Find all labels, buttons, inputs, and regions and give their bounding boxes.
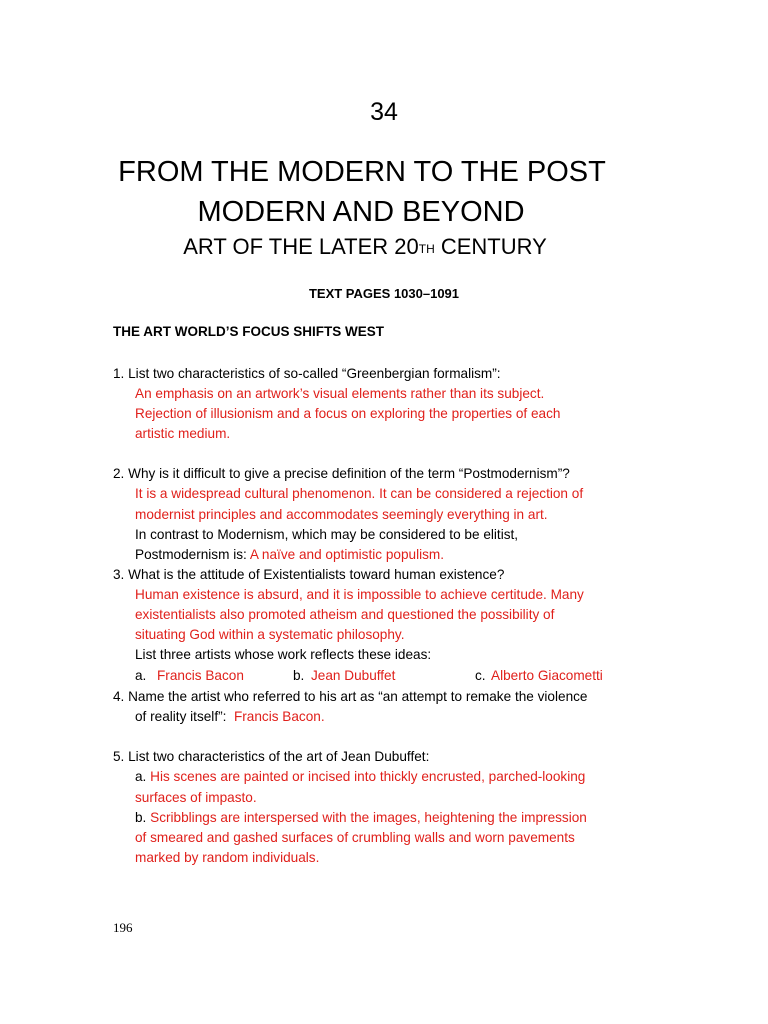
answer-1-line-1: An emphasis on an artwork’s visual elements rather than its subject. bbox=[135, 386, 545, 401]
artist-b-answer: Jean Dubuffet bbox=[311, 668, 396, 683]
question-5: 5. List two characteristics of the art of Jean Dubuffet: bbox=[113, 749, 430, 764]
question-1: 1. List two characteristics of so-called “Greenbergian formalism”: bbox=[113, 366, 501, 381]
subtitle-superscript: TH bbox=[418, 242, 435, 256]
answer-3-line-2: existentialists also promoted atheism and questioned the possibility of bbox=[135, 607, 555, 622]
answer-3-line-3: situating God within a systematic philosophy. bbox=[135, 627, 405, 642]
artist-a-answer: Francis Bacon bbox=[157, 668, 244, 683]
chapter-subtitle bbox=[0, 232, 749, 262]
page-number: 196 bbox=[113, 920, 133, 935]
artist-a-label: a. bbox=[135, 668, 147, 683]
answer-3-line-1: Human existence is absurd, and it is impossible to achieve certitude. Many bbox=[135, 587, 584, 602]
answer-5b-text: Scribblings are interspersed with the images, heightening the impression bbox=[150, 810, 587, 825]
answer-5a-label: a. bbox=[135, 769, 147, 784]
answer-1-line-3: artistic medium. bbox=[135, 426, 231, 441]
answer-1-line-2: Rejection of illusionism and a focus on exploring the properties of each bbox=[135, 406, 561, 421]
answer-5b-line-2: of smeared and gashed surfaces of crumbling walls and worn pavements bbox=[135, 830, 575, 845]
answer-5a-text: His scenes are painted or incised into thickly encrusted, parched-looking bbox=[150, 769, 586, 784]
answer-5a-line-2: surfaces of impasto. bbox=[135, 790, 257, 805]
question-2: 2. Why is it difficult to give a precise definition of the term “Postmodernism”? bbox=[113, 466, 570, 481]
question-4-continuation: of reality itself”: bbox=[135, 709, 227, 724]
answer-5b-label: b. bbox=[135, 810, 147, 825]
chapter-title-line-1: FROM THE MODERN TO THE POST bbox=[118, 156, 606, 188]
subtitle-text: ART OF THE LATER 20 bbox=[183, 234, 419, 259]
answer-5b-line-1 bbox=[135, 808, 587, 828]
artist-c-answer: Alberto Giacometti bbox=[491, 668, 603, 683]
followup-prefix: Postmodernism is: bbox=[135, 547, 250, 562]
answer-4: Francis Bacon. bbox=[233, 709, 325, 724]
question-2-followup: In contrast to Modernism, which may be considered to be elitist, bbox=[135, 527, 519, 542]
question-3: 3. What is the attitude of Existentialists toward human existence? bbox=[113, 567, 505, 582]
answer-2-line-2: modernist principles and accommodates seemingly everything in art. bbox=[135, 507, 548, 522]
question-4-line-2 bbox=[135, 707, 325, 727]
question-4: 4. Name the artist who referred to his art as “an attempt to remake the violence bbox=[113, 689, 588, 704]
text-pages: TEXT PAGES 1030–1091 bbox=[308, 286, 460, 301]
chapter-title-line-2: MODERN AND BEYOND bbox=[197, 196, 525, 228]
answer-2-line-1: It is a widespread cultural phenomenon. It can be considered a rejection of bbox=[135, 486, 584, 501]
artist-b-label: b. bbox=[293, 668, 305, 683]
followup-answer: A naïve and optimistic populism. bbox=[249, 547, 445, 562]
section-heading: THE ART WORLD’S FOCUS SHIFTS WEST bbox=[113, 324, 384, 339]
subtitle-suffix: CENTURY bbox=[434, 234, 547, 259]
question-2-followup-line-2 bbox=[135, 545, 444, 565]
artist-c-label: c. bbox=[475, 668, 486, 683]
chapter-number: 34 bbox=[370, 98, 398, 126]
answer-5a-line-1 bbox=[135, 767, 585, 787]
answer-5b-line-3: marked by random individuals. bbox=[135, 850, 320, 865]
question-3-followup: List three artists whose work reflects these ideas: bbox=[135, 647, 432, 662]
